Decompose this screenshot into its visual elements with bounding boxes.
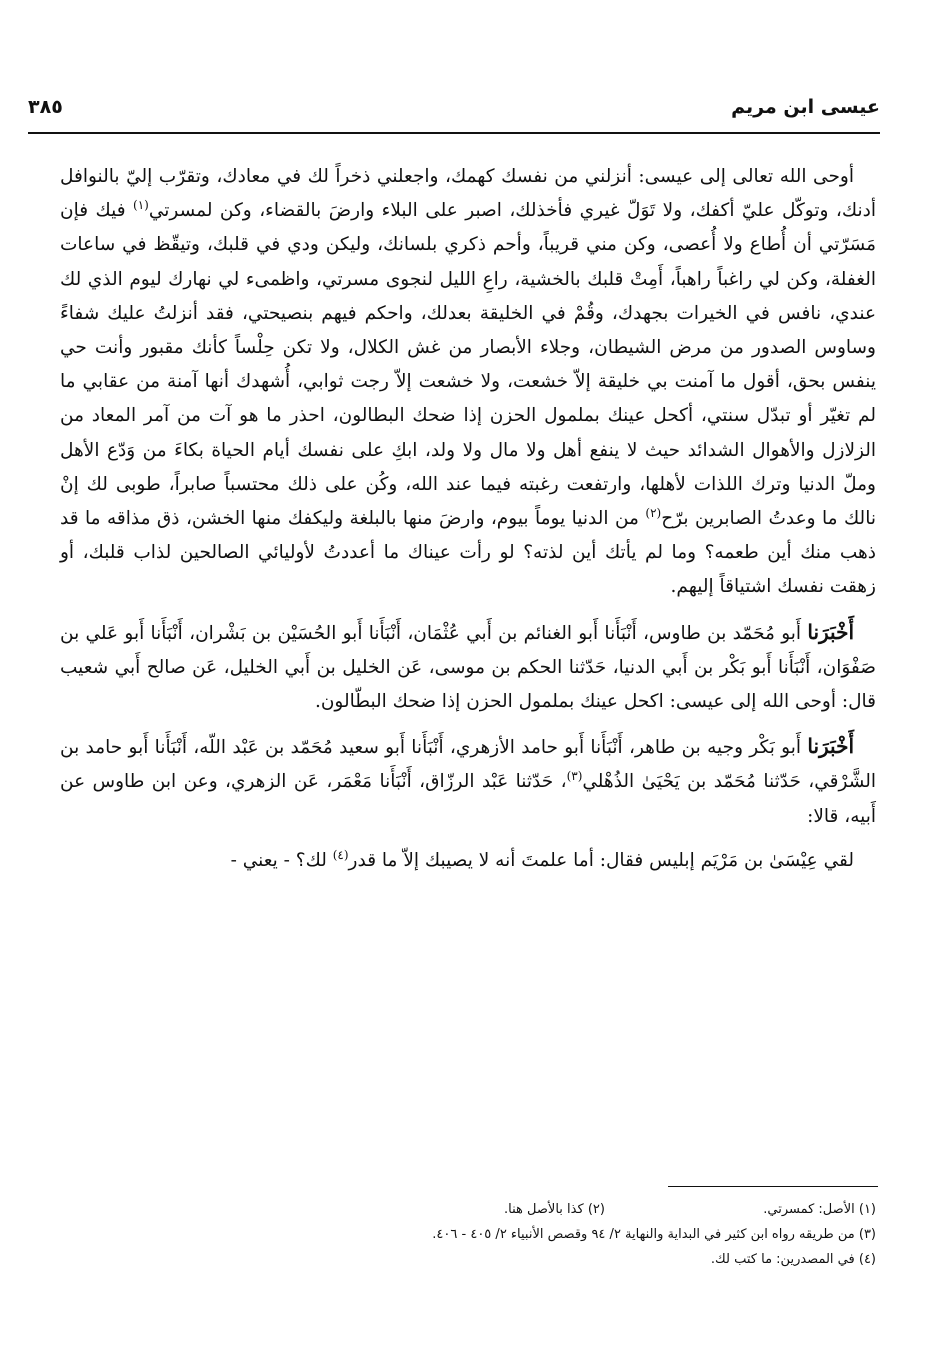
text-segment: من الدنيا يوماً بيوم، وارضَ منها بالبلغة وليكفك منها الخشن، ذق مذاقه ما قد ذهب منك أين طعمه؟ وما لم يأتك أين لذته؟ لو رأت عيناك ما أعددتُ لأوليائي الصالحين لذاب قلبك، أو زهقت نفسك اشتياقاً إليهم. xyxy=(60,508,876,598)
footnote-text: من طريقه رواه ابن كثير في البداية والنهاية ٢/ ٩٤ وقصص الأنبياء ٢/ ٤٠٥ - ٤٠٦. xyxy=(432,1227,855,1242)
footnote-number: (٤) xyxy=(858,1252,876,1267)
footnote-number: (١) xyxy=(858,1202,876,1217)
footnote-2 xyxy=(504,1197,605,1222)
footnote-text: كذا بالأصل هنا. xyxy=(504,1202,584,1217)
lead-word: أَخْبَرَنا xyxy=(807,619,854,644)
text-segment: أَبو بَكْر وجيه بن طاهر، أَنْبَأَنا أَبو حامد الأزهري، أَنْبَأَنا أَبو سعيد مُحَمّد بن عَبْد اللّه، أَنْبَأَنا أَبو حامد بن الشَّرْقي، حَدّثنا مُحَمّد بن يَحْيَىٰ الذُهْلي xyxy=(60,737,876,793)
running-title: عيسى ابن مريم xyxy=(731,96,880,118)
footnote-ref-2: (٢) xyxy=(645,505,662,520)
header-rule xyxy=(28,132,880,134)
footnote-number: (٢) xyxy=(587,1202,605,1217)
paragraph-iblis xyxy=(60,844,876,878)
text-segment: لك؟ - يعني - xyxy=(230,849,333,871)
footnote-text: في المصدرين: ما كتب لك. xyxy=(710,1252,855,1267)
footnote-3 xyxy=(60,1222,876,1247)
footnotes xyxy=(60,1197,876,1272)
page-number: ٣٨٥ xyxy=(28,96,63,118)
footnote-ref-4: (٤) xyxy=(332,847,349,862)
footnote-rule xyxy=(668,1186,878,1187)
footnote-4 xyxy=(60,1247,876,1272)
footnote-ref-3: (٣) xyxy=(566,769,583,784)
paragraph-revelation xyxy=(60,160,876,605)
footnote-ref-1: (١) xyxy=(133,198,149,213)
text-segment: أَبو مُحَمّد بن طاوس، أَنْبَأَنا أَبو الغنائم بن أَبي عُثْمَان، أَنْبَأَنا أَبو الحُسَيْن بن بَشْران، أَنْبَأَنا أَبو عَلي بن صَفْوَان، أَنْبَأَنا أَبو بَكْر بن أَبي الدنيا، حَدّثنا الحكم بن موسى، عَن الخليل بن أَبي الخليل، عَن صالح أَبي شعيب قال: أوحى الله إلى عيسى: اكحل عينك بملمول الحزن إذا ضحك البطّالون. xyxy=(60,622,876,713)
footnote-text: الأصل: كمسرتي. xyxy=(763,1202,855,1217)
page-header xyxy=(28,96,880,128)
text-segment: ، حَدّثنا عَبْد الرزّاق، أَنْبَأَنا مَعْمَر، عَن الزهري، وعن ابن طاوس عن أَبيه، قالا: xyxy=(60,771,876,827)
main-text xyxy=(60,160,876,888)
text-segment: أوحى الله تعالى إلى عيسى: أنزلني من نفسك كهمك، واجعلني ذخراً لك في معادك، وتقرّب إليّ بالنوافل أدنك، وتوكّل عليّ أكفك، ولا تَوَلّ غيري فأخذلك، اصبر على البلاء وارضَ بالقضاء، وكن لمسرتي xyxy=(60,166,876,222)
lead-word: أَخْبَرَنا xyxy=(807,734,854,759)
text-segment: لقي عِيْسَىٰ بن مَرْيَم إبليس فقال: أما علمتَ أنه لا يصيبك إلاّ ما قدر xyxy=(348,849,854,871)
footnote-1 xyxy=(763,1197,876,1222)
paragraph-chain-1 xyxy=(60,615,876,720)
footnote-number: (٣) xyxy=(858,1227,876,1242)
footnote-row xyxy=(60,1197,876,1222)
paragraph-chain-2 xyxy=(60,729,876,834)
text-segment: فيك فإن مَسَرّتي أن أُطاع ولا أُعصى، وكن مني قريباً، وأحم ذكري بلسانك، وليكن ودي في قلبك، وتيقّظ في ساعات الغفلة، وكن لي راغباً راهباً، أَمِتْ قلبك بالخشية، راعِ الليل لنجوى مسرتي، واظمىء لي نهارك ليوم الذي لك عندي، نافس في الخيرات بجهدك، وقُمْ في الخليقة بعدلك، واحكم فيهم بنصيحتي، فقد أنزلتُ عليك شفاءً وساوس الصدور من مرض الشيطان، وجلاء الأبصار من غش الكلال، ولا تكن حِلْساً كأنك مقبور وأنت حي ينفس بحق، أقول ما آمنت بي خليقة إلاّ خشعت، ولا خشعت إلاّ رجت ثوابي، أُشهدك أنها آمنة من عقابي ما لم تغيّر أو تبدّل سنتي، أكحل عينك بملمول الحزن إذا ضحك البطالون، احذر ما هو آت من آمر المعاد من الزلازل والأهوال الشدائد حيث لا ينفع أهل ولا مال ولا ولد، ابكِ على نفسك أيام الحياة بكاءَ من وَدّع الأهل وملّ الدنيا وترك اللذات لأهلها، وارتفعت رغبته فيما عند الله، وكُن على ذلك محتسباً صابراً، طوبى لك إنْ نالك ما وعدتُ الصابرين برّح xyxy=(60,200,876,530)
